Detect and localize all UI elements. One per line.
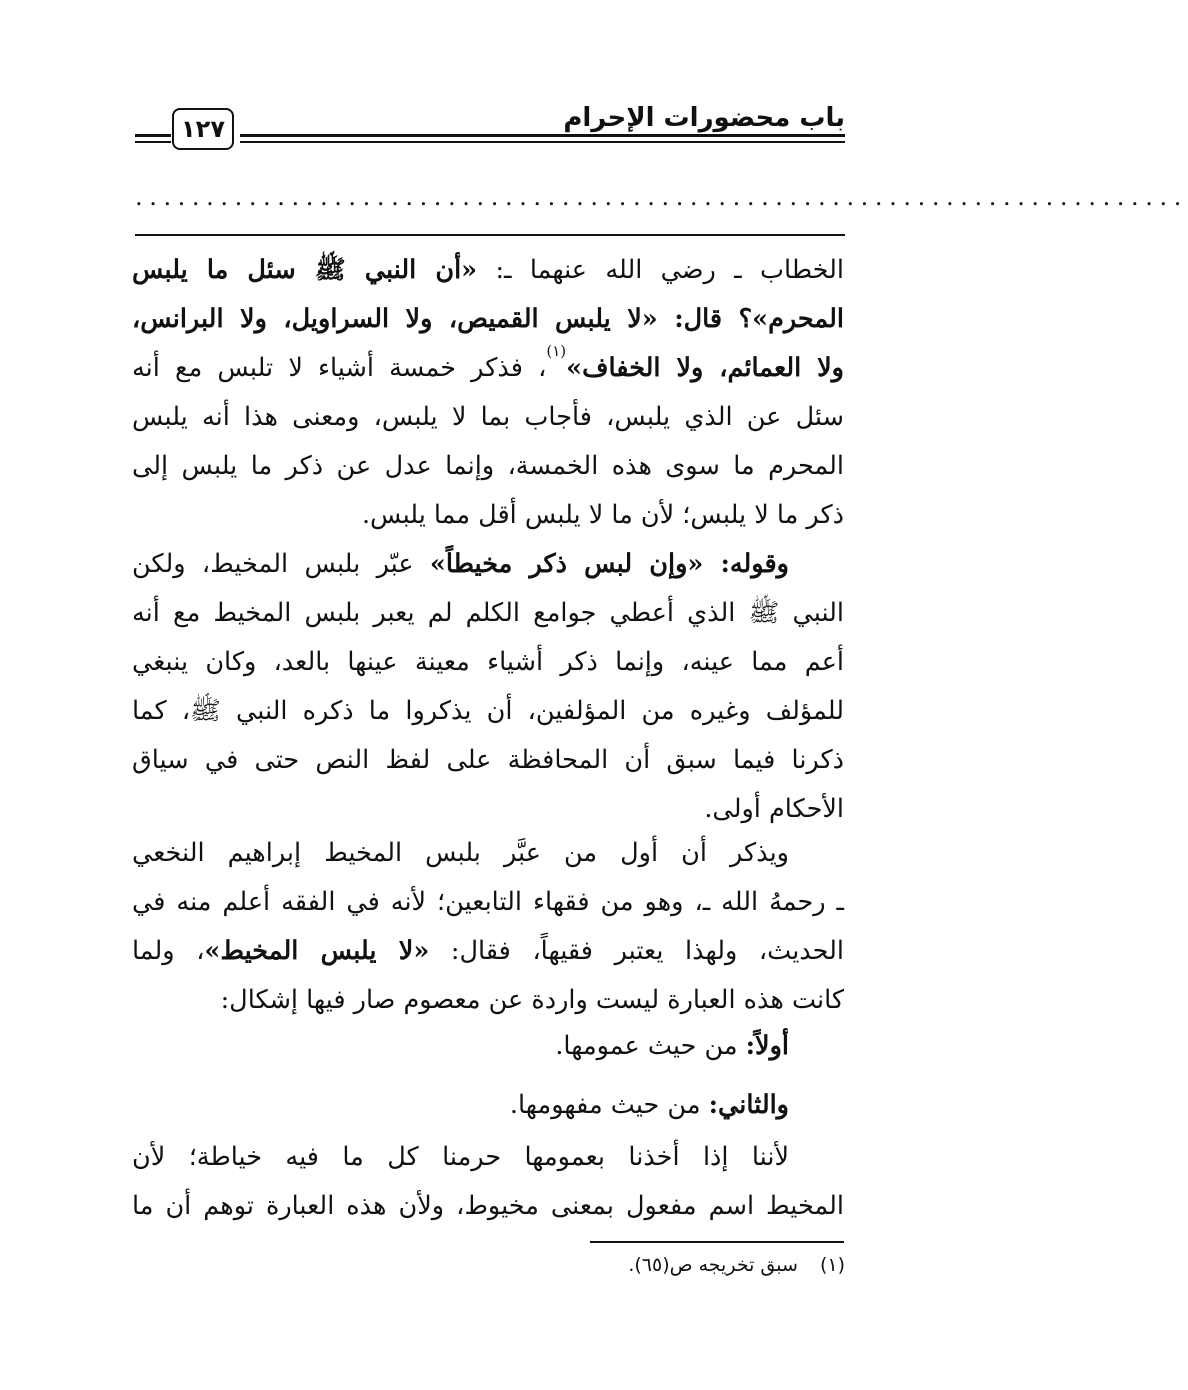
text-line: للمؤلف وغيره من المؤلفين، أن يذكروا ما ذكره النبي ﷺ، كما <box>132 696 844 726</box>
paragraph-1 <box>132 246 844 540</box>
header-rule-left <box>135 134 171 137</box>
header-rule-left-lower <box>135 141 171 143</box>
text-line: كانت هذه العبارة ليست واردة عن معصوم صار فيها إشكال: <box>220 985 844 1015</box>
text-line: الخطاب ـ رضي الله عنهما ـ: «أن النبي ﷺ سئل ما يلبس <box>132 255 844 285</box>
text-line: ذكر ما لا يلبس؛ لأن ما لا يلبس أقل مما يلبس. <box>361 500 844 530</box>
header-rule-right-lower <box>240 141 845 143</box>
footnote-ref: (١) <box>546 342 567 360</box>
text-line: أولاً: من حيث عمومها. <box>555 1031 789 1061</box>
text-line: المحرم ما سوى هذه الخمسة، وإنما عدل عن ذكر ما يلبس إلى <box>132 451 844 481</box>
paragraph-2 <box>132 540 844 834</box>
text-line: النبي ﷺ الذي أعطي جوامع الكلم لم يعبر بلبس المخيط مع أنه <box>132 598 844 628</box>
footnote <box>628 1254 845 1276</box>
text-line: والثاني: من حيث مفهومها. <box>509 1090 789 1120</box>
paragraph-4 <box>132 1022 844 1071</box>
paragraph-5 <box>132 1081 844 1130</box>
text-line: المخيط اسم مفعول بمعنى مخيوط، ولأن هذه العبارة توهم أن ما <box>132 1191 844 1221</box>
text-line: المحرم»؟ قال: «لا يلبس القميص، ولا السراويل، ولا البرانس، <box>132 304 844 334</box>
text-line: الحديث، ولهذا يعتبر فقيهاً، فقال: «لا يلبس المخيط»، ولما <box>132 936 844 966</box>
page-number: ١٢٧ <box>172 108 234 150</box>
footnote-rule <box>590 1241 844 1243</box>
text-line: ولا العمائم، ولا الخفاف»$^{(١)}$، فذكر خمسة أشياء لا تلبس مع أنه <box>132 342 844 383</box>
text-line: ويذكر أن أول من عبَّر بلبس المخيط إبراهيم النخعي <box>132 838 789 868</box>
paragraph-3 <box>132 829 844 1025</box>
text-line: ذكرنا فيما سبق أن المحافظة على لفظ النص حتى في سياق <box>132 745 844 775</box>
footnote-text: سبق تخريجه ص(٦٥). <box>628 1254 798 1276</box>
running-header-title: باب محضورات الإحرام <box>563 103 845 133</box>
footnote-number: (١) <box>819 1254 845 1276</box>
text-line: أعم مما عينه، وإنما ذكر أشياء معينة عينها بالعد، وكان ينبغي <box>132 647 844 677</box>
paragraph-6 <box>132 1133 844 1231</box>
separator-rule <box>135 234 845 236</box>
header-rule-right <box>240 134 845 137</box>
text-line: لأننا إذا أخذنا بعمومها حرمنا كل ما فيه خياطة؛ لأن <box>132 1142 789 1172</box>
text-line: الأحكام أولى. <box>704 794 844 824</box>
text-line: سئل عن الذي يلبس، فأجاب بما لا يلبس، ومعنى هذا أنه يلبس <box>132 402 844 432</box>
dotted-separator: .......................................................................... <box>135 183 1188 211</box>
text-line: ـ رحمهُ الله ـ، وهو من فقهاء التابعين؛ لأنه في الفقه أعلم منه في <box>132 887 844 917</box>
text-line: وقوله: «وإن لبس ذكر مخيطاً» عبّر بلبس المخيط، ولكن <box>132 549 789 579</box>
